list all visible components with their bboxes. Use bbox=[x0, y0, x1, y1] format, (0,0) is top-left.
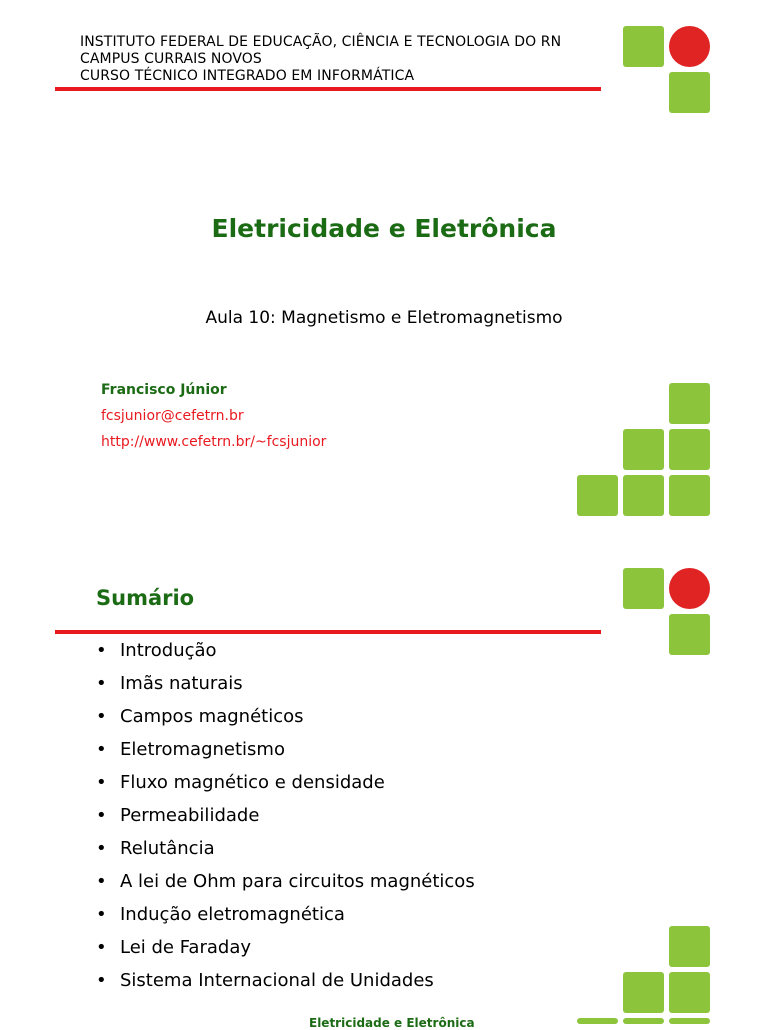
logo-square bbox=[623, 1018, 664, 1024]
list-item-text: Campos magnéticos bbox=[120, 706, 304, 727]
summary-title: Sumário bbox=[96, 586, 195, 610]
list-item-text: Relutância bbox=[120, 838, 215, 859]
bullet: • bbox=[96, 640, 107, 661]
logo-square bbox=[577, 1018, 618, 1024]
bullet: • bbox=[96, 805, 107, 826]
bullet: • bbox=[96, 673, 107, 694]
summary-divider bbox=[55, 630, 601, 634]
lesson-title: Aula 10: Magnetismo e Eletromagnetismo bbox=[205, 308, 563, 328]
logo-square bbox=[577, 475, 618, 516]
list-item-text: Eletromagnetismo bbox=[120, 739, 285, 760]
logo-square bbox=[669, 383, 710, 424]
bullet: • bbox=[96, 871, 107, 892]
list-item-text: Permeabilidade bbox=[120, 805, 260, 826]
author-name: Francisco Júnior bbox=[101, 382, 227, 398]
list-item-text: Introdução bbox=[120, 640, 217, 661]
logo-square bbox=[669, 972, 710, 1013]
logo-square bbox=[669, 72, 710, 113]
campus-name: CAMPUS CURRAIS NOVOS bbox=[80, 51, 262, 67]
bullet: • bbox=[96, 838, 107, 859]
list-item-text: Imãs naturais bbox=[120, 673, 243, 694]
bullet: • bbox=[96, 706, 107, 727]
list-item-text: Fluxo magnético e densidade bbox=[120, 772, 385, 793]
author-email[interactable]: fcsjunior@cefetrn.br bbox=[101, 408, 244, 424]
logo-square bbox=[623, 26, 664, 67]
slide-footer: Eletricidade e Eletrônica bbox=[309, 1016, 475, 1030]
bullet: • bbox=[96, 772, 107, 793]
author-website[interactable]: http://www.cefetrn.br/~fcsjunior bbox=[101, 434, 327, 450]
list-item-text: Sistema Internacional de Unidades bbox=[120, 970, 434, 991]
logo-square bbox=[623, 429, 664, 470]
bullet: • bbox=[96, 904, 107, 925]
institution-name: INSTITUTO FEDERAL DE EDUCAÇÃO, CIÊNCIA E TECNOLOGIA DO RN bbox=[80, 34, 562, 50]
course-name: CURSO TÉCNICO INTEGRADO EM INFORMÁTICA bbox=[80, 68, 415, 84]
logo-square bbox=[669, 429, 710, 470]
logo-square bbox=[669, 475, 710, 516]
logo-circle bbox=[669, 568, 710, 609]
logo-square bbox=[669, 926, 710, 967]
list-item-text: Lei de Faraday bbox=[120, 937, 252, 958]
institution-header bbox=[80, 34, 561, 85]
logo-square bbox=[669, 614, 710, 655]
logo-square bbox=[669, 1018, 710, 1024]
bullet: • bbox=[96, 937, 107, 958]
logo-square bbox=[623, 475, 664, 516]
header-divider bbox=[55, 87, 601, 91]
bullet: • bbox=[96, 739, 107, 760]
logo-square bbox=[623, 568, 664, 609]
logo-circle bbox=[669, 26, 710, 67]
logo-square bbox=[623, 972, 664, 1013]
list-item-text: A lei de Ohm para circuitos magnéticos bbox=[120, 871, 475, 892]
bullet: • bbox=[96, 970, 107, 991]
course-title: Eletricidade e Eletrônica bbox=[211, 214, 557, 243]
list-item-text: Indução eletromagnética bbox=[120, 904, 345, 925]
